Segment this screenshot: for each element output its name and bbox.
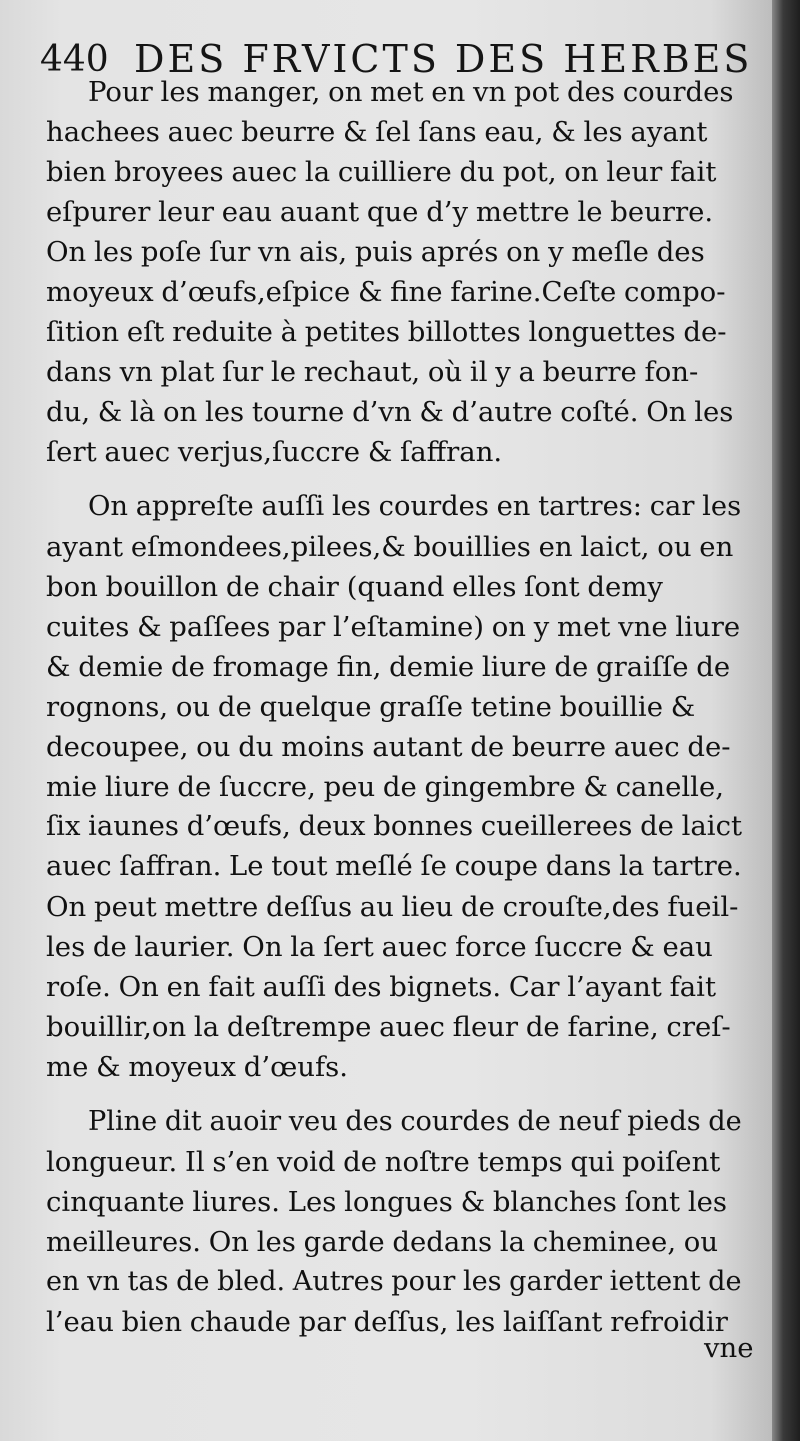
- text-line: bon bouillon de chair (quand elles ſont demy: [46, 571, 663, 603]
- text-line: decoupee, ou du moins autant de beurre auec de-: [46, 731, 731, 763]
- catchword: vne: [704, 1332, 754, 1364]
- text-line: me & moyeux d’œufs.: [46, 1051, 348, 1083]
- text-line: en vn tas de bled. Autres pour les garder iettent de: [46, 1266, 742, 1297]
- text-line: On appreſte auſſi les courdes en tartres: car les: [88, 491, 742, 522]
- text-line: meilleures. On les garde dedans la cheminee, ou: [46, 1226, 719, 1258]
- text-line: du, & là on les tourne d’vn & d’autre coſté. On les: [46, 396, 734, 428]
- text-line: & demie de fromage fin, demie liure de graiſſe de: [46, 651, 731, 683]
- text-line: On les poſe ſur vn ais, puis aprés on y meſle des: [46, 236, 705, 268]
- text-line: ſix iaunes d’œufs, deux bonnes cueillerees de laict: [46, 811, 742, 842]
- text-line: bien broyees auec la cuilliere du pot, on leur fait: [46, 156, 717, 188]
- text-line: eſpurer leur eau auant que d’y mettre le beurre.: [46, 196, 714, 228]
- text-line: cinquante liures. Les longues & blanches ſont les: [46, 1186, 727, 1218]
- text-line: cuites & paſſees par l’eſtamine) on y met vne liure: [46, 611, 741, 643]
- text-line: dans vn plat ſur le rechaut, où il y a beurre fon-: [46, 356, 699, 388]
- text-line: hachees auec beurre & ſel ſans eau, & les ayant: [46, 116, 708, 148]
- text-line: longueur. Il s’en void de noſtre temps qui poiſent: [46, 1146, 721, 1178]
- text-line: Pline dit auoir veu des courdes de neuf pieds de: [88, 1106, 742, 1137]
- text-line: ſert auec verjus,ſuccre & ſaffran.: [46, 436, 503, 468]
- page-number: 440: [40, 39, 109, 80]
- text-line: auec ſaffran. Le tout meſlé ſe coupe dans la tartre.: [46, 851, 742, 882]
- text-line: les de laurier. On la ſert auec force ſuccre & eau: [46, 931, 713, 963]
- text-line: On peut mettre deſſus au lieu de crouſte,des fueil-: [46, 891, 739, 923]
- page-edge: [772, 0, 800, 1441]
- text-line: roſe. On en fait auſſi des bignets. Car l’ayant fait: [46, 971, 717, 1003]
- text-line: rognons, ou de quelque graſſe tetine bouillie &: [46, 691, 696, 723]
- text-line: bouillir,on la deſtrempe auec fleur de farine, creſ-: [46, 1011, 731, 1043]
- text-line: ſition eſt reduite à petites billottes longuettes de-: [46, 316, 727, 348]
- text-line: mie liure de ſuccre, peu de gingembre & canelle,: [46, 771, 724, 803]
- text-line: l’eau bien chaude par deſſus, les laiſſant refroidir: [46, 1306, 728, 1338]
- text-line: ayant eſmondees,pilees,& bouillies en laict, ou en: [46, 531, 734, 563]
- text-line: moyeux d’œufs,eſpice & fine farine.Ceſte compo-: [46, 276, 726, 308]
- running-title: DES FRVICTS DES HERBES: [134, 37, 753, 81]
- text-line: Pour les manger, on met en vn pot des courdes: [88, 76, 734, 108]
